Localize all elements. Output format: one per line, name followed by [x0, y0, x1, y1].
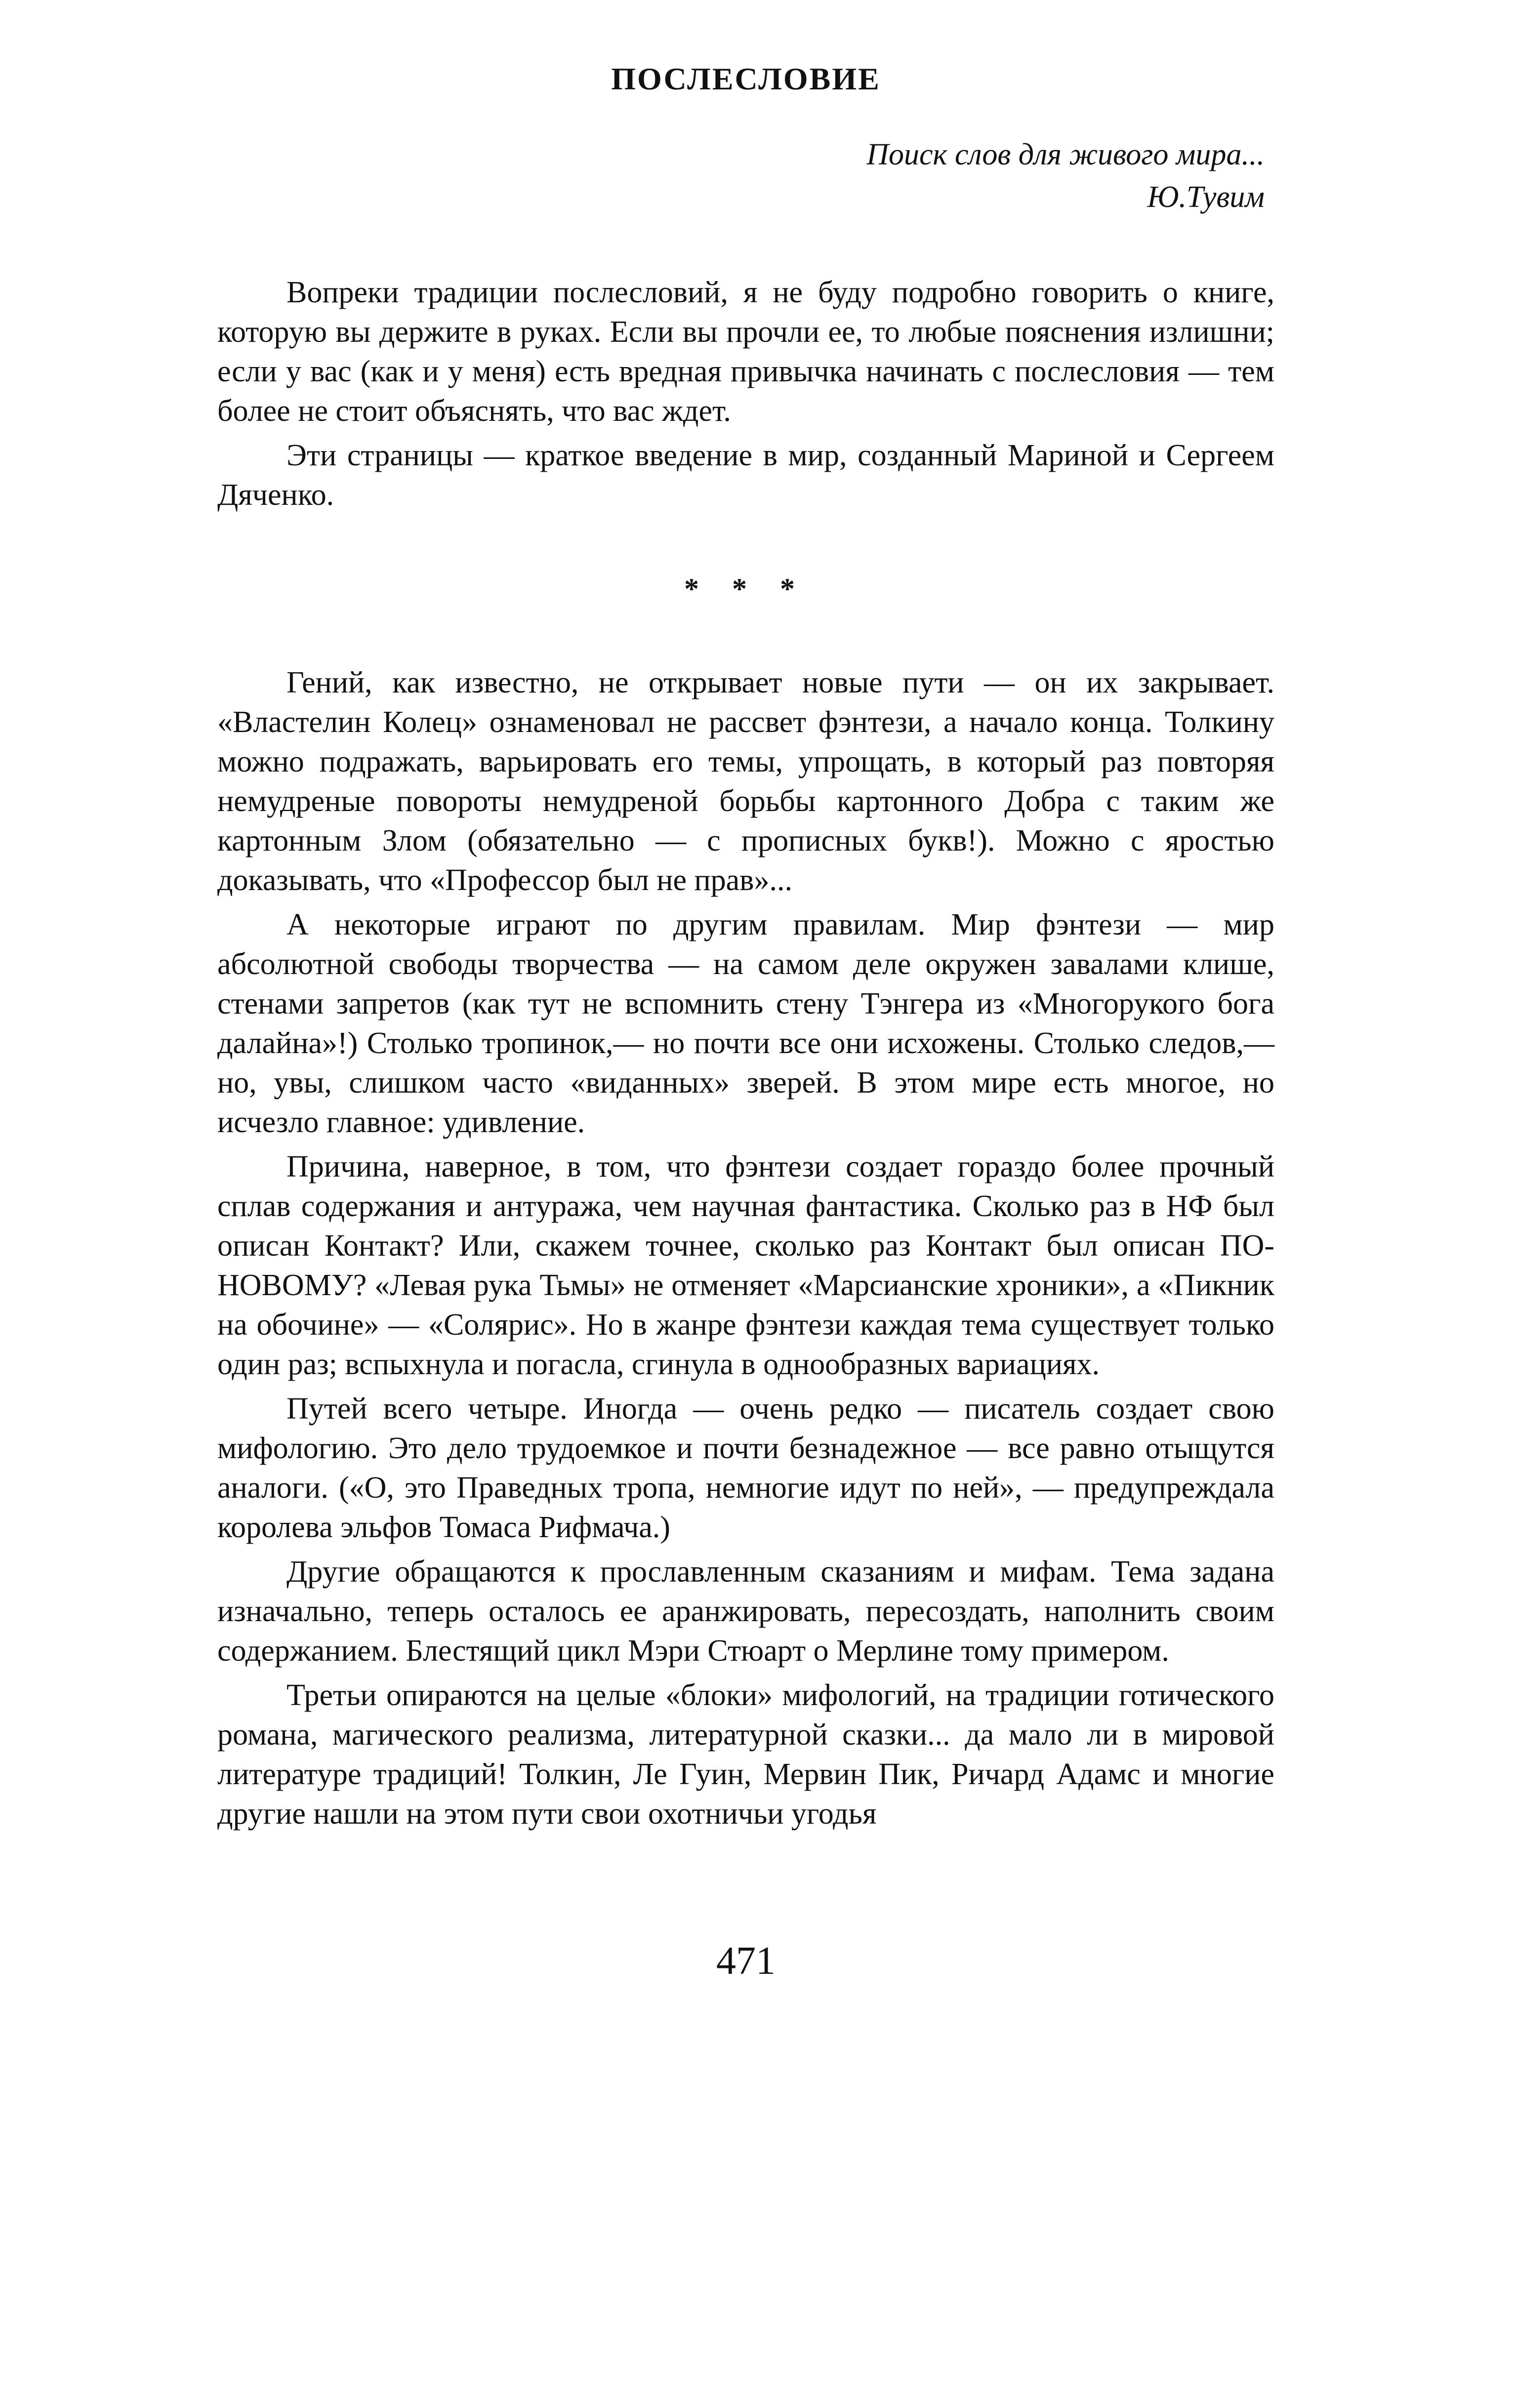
epigraph-quote: Поиск слов для живого мира... [866, 138, 1265, 171]
book-page [217, 44, 1274, 2376]
body-paragraph: Гений, как известно, не открывает новые пути — он их закрывает. «Властелин Колец» ознаменовал не рассвет фэнтези, а начало конца. Толкину можно подражать, варьировать его темы, упрощать, в который раз повторяя немудреные повороты немудреной борьбы картонного Добра с таким же картонным Злом (обязательно — с прописных букв!). Можно с яростью доказывать, что «Профессор был не прав»... [217, 666, 1274, 897]
intro-paragraph: Вопреки традиции послесловий, я не буду подробно говорить о книге, которую вы держите в руках. Если вы прочли ее, то любые пояснения излишни; если у вас (как и у меня) есть вредная привычка начинать с послесловия — тем более не стоит объяснять, что вас ждет. [217, 276, 1274, 428]
body-paragraph: Путей всего четыре. Иногда — очень редко — писатель создает свою мифологию. Это дело трудоемкое и почти безнадежное — все равно отыщутся аналоги. («О, это Праведных тропа, немногие идут по ней», — предупреждала королева эльфов Томаса Рифмача.) [217, 1392, 1274, 1544]
main-text [217, 663, 1274, 1834]
intro-section [217, 273, 1274, 515]
epigraph-author: Ю.Тувим [1147, 180, 1265, 214]
page-title: ПОСЛЕСЛОВИЕ [611, 61, 881, 96]
section-separator: * * * [684, 572, 808, 605]
body-paragraph: Причина, наверное, в том, что фэнтези создает гораздо более прочный сплав содержания и антуража, чем научная фантастика. Сколько раз в НФ был описан Контакт? Или, скажем точнее, сколько раз Контакт был описан ПО-НОВОМУ? «Левая рука Тьмы» не отменяет «Марсианские хроники», а «Пикник на обочине» — «Солярис». Но в жанре фэнтези каждая тема существует только один раз; вспыхнула и погасла, сгинула в однообразных вариациях. [217, 1150, 1274, 1381]
epigraph [217, 133, 1265, 218]
body-paragraph: Третьи опираются на целые «блоки» мифологий, на традиции готического романа, магического реализма, литературной сказки... да мало ли в мировой литературе традиций! Толкин, Ле Гуин, Мервин Пик, Ричард Адамс и многие другие нашли на этом пути свои охотничьи угодья [217, 1678, 1274, 1831]
page-number: 471 [716, 1939, 776, 1983]
body-paragraph: А некоторые играют по другим правилам. Мир фэнтези — мир абсолютной свободы творчества — на самом деле окружен завалами клише, стенами запретов (как тут не вспомнить стену Тэнгера из «Многорукого бога далайна»!) Столько тропинок,— но почти все они исхожены. Столько следов,— но, увы, слишком часто «виданных» зверей. В этом мире есть многое, но исчезло главное: удивление. [217, 908, 1274, 1139]
body-paragraph: Другие обращаются к прославленным сказаниям и мифам. Тема задана изначально, теперь осталось ее аранжировать, пересоздать, наполнить своим содержанием. Блестящий цикл Мэри Стюарт о Мерлине тому примером. [217, 1555, 1274, 1668]
intro-paragraph: Эти страницы — краткое введение в мир, созданный Мариной и Сергеем Дяченко. [217, 439, 1274, 512]
